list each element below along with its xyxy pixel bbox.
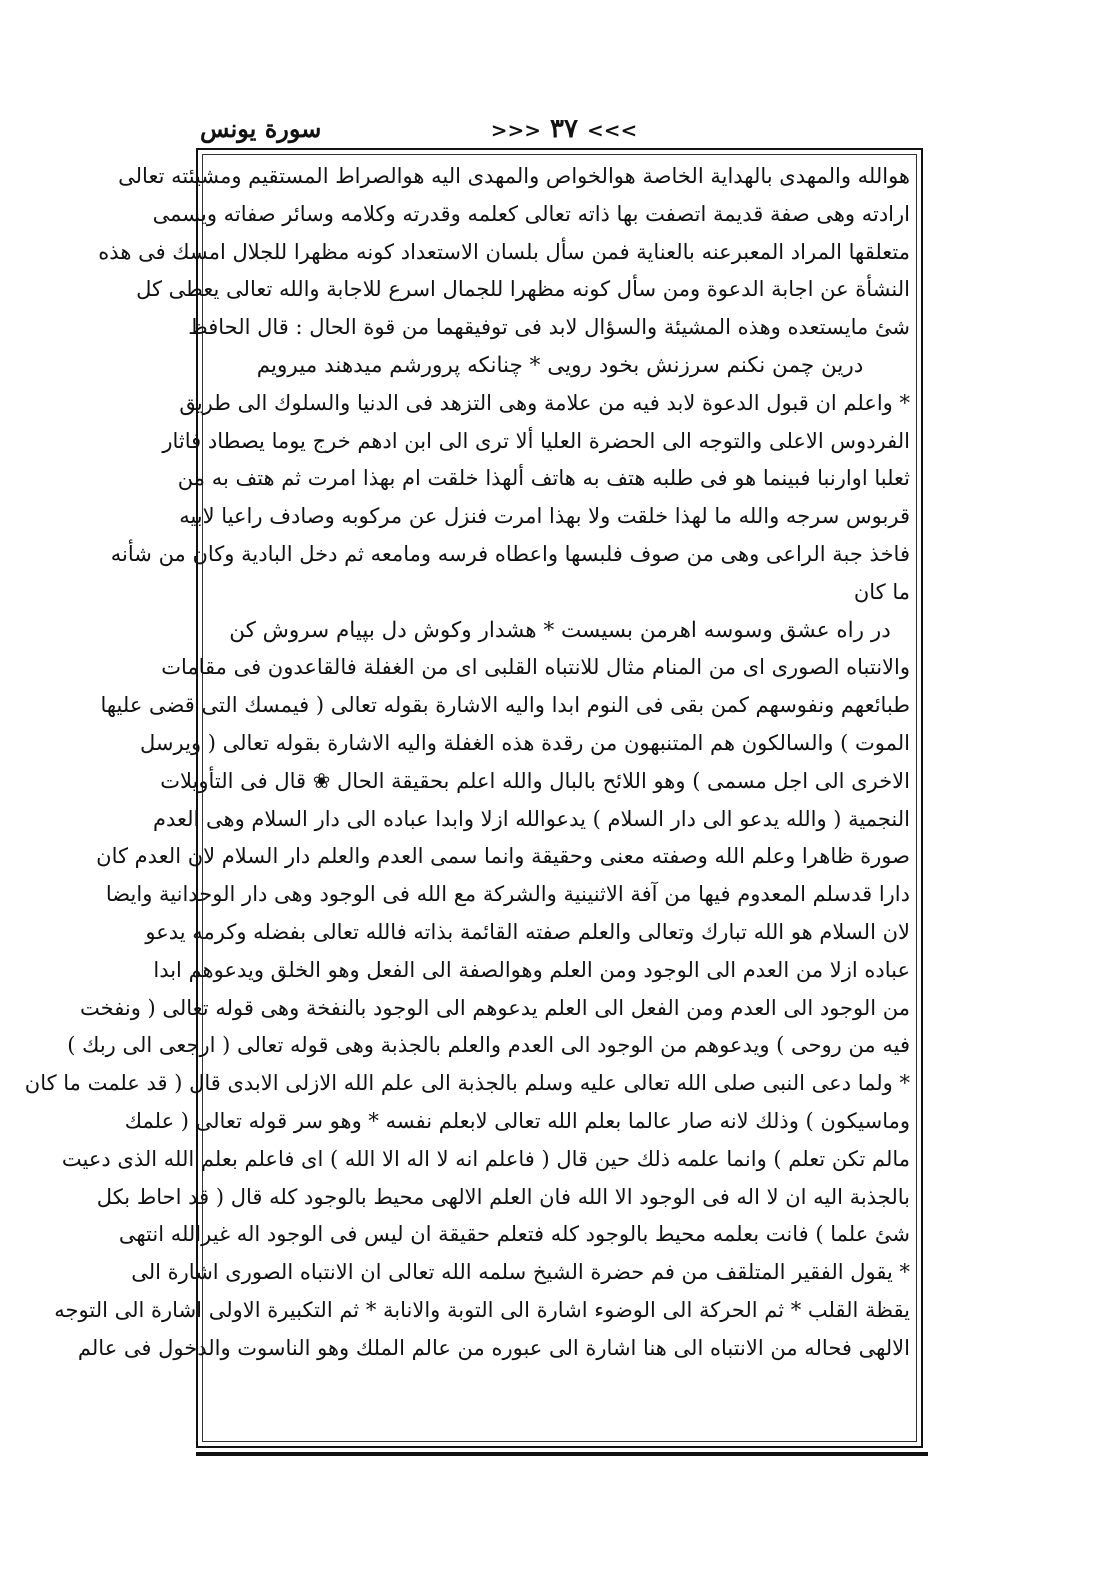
text-line: طبائعهم ونفوسهم كمن بقى فى النوم ابدا واليه الاشارة بقوله تعالى ( فيمسك التى قضى عليها: [100, 693, 910, 718]
text-line: * واعلم ان قبول الدعوة لابد فيه من علامة وهى التزهد فى الدنيا والسلوك الى طريق: [179, 390, 910, 415]
text-line: متعلقها المراد المعبرعنه بالعناية فمن سأل بلسان الاستعداد كونه مظهرا للجلال امسك فى هذه: [98, 239, 910, 264]
text-line: النجمية ( والله يدعو الى دار السلام ) يدعوالله ازلا وابدا عباده الى دار السلام وهى العدم: [152, 806, 910, 831]
text-body: [24, 158, 910, 1442]
text-line: هوالله والمهدى بالهداية الخاصة هوالخواص والمهدى اليه هوالصراط المستقيم ومشيئته تعالى: [118, 164, 910, 188]
text-line: من الوجود الى العدم ومن الفعل الى العلم يدعوهم الى الوجود بالنفخة وهى قوله تعالى ( ونفخت: [80, 995, 910, 1020]
ornament-right: >>>: [587, 118, 638, 142]
text-line: النشأة عن اجابة الدعوة ومن سأل كونه مظهرا للجمال اسرع للاجابة والله تعالى يعطى كل: [136, 277, 910, 302]
text-line: عباده ازلا من العدم الى الوجود ومن العلم وهوالصفة الى الفعل وهو الخلق ويدعوهم ابدا: [153, 957, 910, 982]
ornament-left: <<<: [490, 118, 541, 142]
text-line: شئ مايستعده وهذه المشيئة والسؤال لابد فى توفيقهما من قوة الحال : قال الحافظ: [188, 315, 910, 340]
text-line: الاخرى الى اجل مسمى ) وهو اللائح بالبال والله اعلم بحقيقة الحال ❀ قال فى التأويلات: [160, 768, 910, 793]
text-line: ثعلبا اوارنبا فبينما هو فى طلبه هتف به هاتف ألهذا خلقت ام بهذا امرت ثم هتف به من: [177, 466, 910, 491]
text-line: صورة ظاهرا وعلم الله وصفته معنى وحقيقة وانما سمى العدم والعلم دار السلام لان العدم كان: [96, 844, 910, 869]
surah-title: سورة يونس: [200, 114, 322, 143]
text-line: لان السلام هو الله تبارك وتعالى والعلم صفته القائمة بذاته فالله تعالى بفضله وكرمه يدعو: [145, 919, 910, 944]
page-number-value: ٣٧: [550, 114, 578, 144]
text-line: الفردوس الاعلى والتوجه الى الحضرة العليا ألا ترى الى ابن ادهم خرج يوما يصطاد فاثار: [162, 428, 910, 453]
text-line: الالهى فحاله من الانتباه الى هنا اشارة الى عبوره من عالم الملك وهو الناسوت والدخول فى عالم: [77, 1335, 910, 1360]
text-line: الموت ) والسالكون هم المتنبهون من رقدة هذه الغفلة واليه الاشارة بقوله تعالى ( ويرسل: [140, 730, 910, 755]
bottom-rule: [196, 1452, 928, 1456]
text-line: شئ علما ) فانت بعلمه محيط بالوجود كله فتعلم حقيقة ان ليس فى الوجود اله غيرالله انتهى: [118, 1222, 910, 1247]
text-line: وماسيكون ) وذلك لانه صار عالما بعلم الله تعالى لابعلم نفسه * وهو سر قوله تعالى ( علمك: [124, 1108, 910, 1133]
text-line: فيه من روحى ) ويدعوهم من الوجود الى العدم والعلم بالجذبة وهى قوله تعالى ( ارجعى الى ربك ): [67, 1033, 910, 1058]
text-line: والانتباه الصورى اى من المنام مثال للانتباه القلبى اى من الغفلة فالقاعدون فى مقامات: [161, 655, 910, 680]
text-line: بالجذبة اليه ان لا اله فى الوجود الا الله فان العلم الالهى محيط بالوجود كله قال ( قد احاط بكل: [96, 1184, 910, 1209]
text-line: يقظة القلب * ثم الحركة الى الوضوء اشارة الى التوبة والانابة * ثم التكبيرة الاولى اشارة الى التوجه: [54, 1297, 910, 1322]
text-line: * يقول الفقير المتلقف من فم حضرة الشيخ سلمه الله تعالى ان الانتباه الصورى اشارة الى: [131, 1260, 910, 1285]
text-line: دارا قدسلم المعدوم فيها من آفة الاثنينية والشركة مع الله فى الوجود وهى دار الوحدانية وايضا: [105, 882, 910, 907]
text-line: مالم تكن تعلم ) وانما علمه ذلك حين قال ( فاعلم انه لا اله الا الله ) اى فاعلم بعلم الله الذى دعيت: [61, 1146, 910, 1171]
text-line: ارادته وهى صفة قديمة اتصفت بها ذاته تعالى كعلمه وقدرته وكلامه وسائر صفاته ويسمى: [152, 201, 910, 226]
text-line: درين چمن نكنم سرزنش بخود رويى * چنانكه پرورشم ميدهند ميرويم: [256, 352, 864, 378]
text-line: فاخذ جبة الراعى وهى من صوف فلبسها واعطاه فرسه ومامعه ثم دخل البادية وكان من شأنه: [110, 541, 910, 566]
text-line: ما كان: [853, 579, 910, 604]
text-line: * ولما دعى النبى صلى الله تعالى عليه وسلم بالجذبة الى علم الله الازلى الابدى قال ( قد علمت ما كان: [24, 1071, 910, 1096]
text-line: قربوس سرجه والله ما لهذا خلقت ولا بهذا امرت فنزل عن مركوبه وصادف راعيا لابيه: [179, 504, 910, 529]
page-header: [196, 112, 932, 148]
text-line: در راه عشق وسوسه اهرمن بسيست * هشدار وكوش دل بپيام سروش كن: [229, 617, 891, 643]
